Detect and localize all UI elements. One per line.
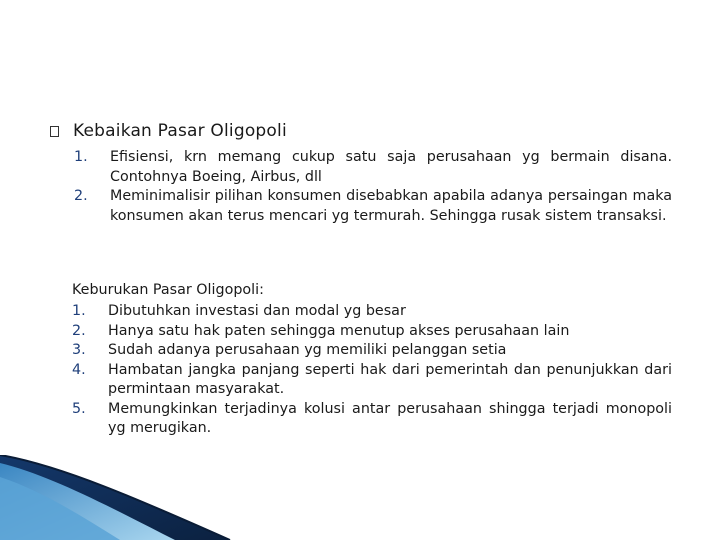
item-number: 2. [74, 188, 88, 204]
list-item [72, 302, 672, 322]
item-number: 2. [72, 322, 86, 339]
item-text: Memungkinkan terjadinya kolusi antar perusahaan shingga terjadi monopoli yg merugikan. [108, 400, 672, 436]
square-bullet-icon [50, 126, 59, 137]
list-item [72, 341, 672, 361]
list-item [72, 187, 672, 226]
item-text: Efisiensi, krn memang cukup satu saja perusahaan yg bermain disana. Contohnya Boeing, Airbus, dll [110, 149, 672, 185]
heading-row [50, 120, 287, 142]
list-item [72, 322, 672, 342]
disadvantages-list [72, 302, 672, 439]
item-number: 3. [72, 342, 86, 358]
decorative-wave [0, 455, 300, 540]
disadvantages-title: Keburukan Pasar Oligopoli: [72, 282, 264, 298]
list-item [72, 148, 672, 187]
advantages-list [72, 148, 672, 226]
item-text: Hanya satu hak paten sehingga menutup akses perusahaan lain [108, 322, 570, 339]
item-text: Sudah adanya perusahaan yg memiliki pelanggan setia [108, 342, 507, 358]
item-text: Dibutuhkan investasi dan modal yg besar [108, 303, 406, 319]
list-item [72, 400, 672, 439]
item-text: Meminimalisir pilihan konsumen disebabkan apabila adanya persaingan maka konsumen akan terus mencari yg termurah. Sehingga rusak sistem transaksi. [110, 188, 672, 224]
item-text: Hambatan jangka panjang seperti hak dari pemerintah dan penunjukkan dari permintaan masyarakat. [108, 361, 672, 397]
slide-heading: Kebaikan Pasar Oligopoli [73, 121, 287, 141]
item-number: 1. [74, 149, 88, 165]
item-number: 1. [72, 303, 86, 319]
item-number: 5. [72, 400, 86, 417]
list-item [72, 361, 672, 400]
item-number: 4. [72, 361, 86, 378]
